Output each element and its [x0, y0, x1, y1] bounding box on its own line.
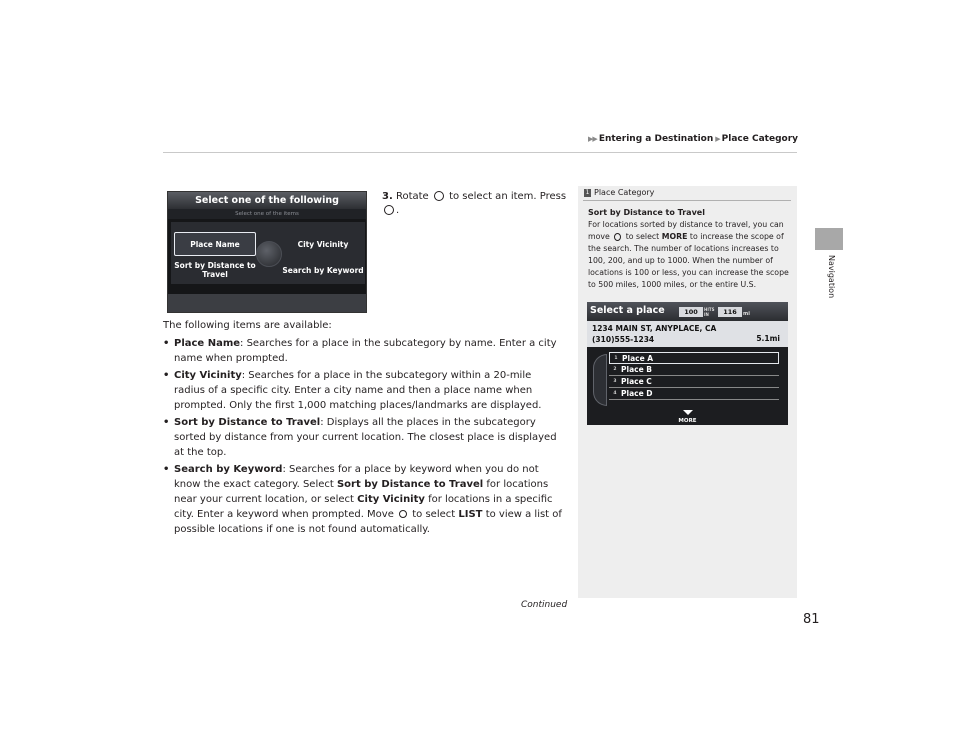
row-number: 3: [613, 379, 617, 384]
item-desc: to view a list of possible locations if one is not found automatically.: [174, 509, 562, 535]
interface-dial-press-icon: [384, 205, 394, 215]
place-address: [592, 323, 716, 345]
total-count: 116: [718, 307, 742, 317]
unit-label: mi: [743, 311, 750, 317]
more-arrow-icon: [683, 410, 693, 415]
bullet-icon: •: [163, 370, 170, 381]
list-item: [609, 364, 779, 376]
hits-count: 100: [679, 307, 703, 317]
step-text-3: .: [396, 205, 400, 216]
sort-by-distance-button: Sort by Distance to Travel: [174, 261, 256, 279]
place-label: Place A: [622, 353, 654, 363]
note-heading: Place Category: [594, 188, 655, 197]
screen-subtitle: Select one of the items: [168, 209, 366, 219]
item-term: Place Name: [174, 338, 241, 349]
row-number: 4: [613, 391, 617, 396]
place-distance: 5.1mi: [756, 334, 780, 343]
note-text: to select: [625, 232, 660, 241]
place-name-button: Place Name: [174, 232, 256, 256]
search-by-keyword-button: Search by Keyword: [282, 265, 364, 275]
item-ref: City Vicinity: [357, 494, 425, 505]
bullet-icon: •: [163, 338, 170, 349]
breadcrumb: [588, 134, 798, 144]
list-item: [609, 376, 779, 388]
item-desc: for locations near your current location, or select: [174, 479, 549, 505]
note-text: to increase the scope of the search. The number of locations increases to 100, 200, and up to 1000. When the number of locations is 100 or less, you can increase the scope to 500 miles, 1000 miles, or the entire U.S.: [588, 232, 789, 289]
screen-title: Select a place: [590, 305, 665, 316]
item-term: Sort by Distance to Travel: [174, 417, 321, 428]
more-label: MORE: [678, 418, 697, 424]
step-number: 3.: [382, 191, 393, 202]
selector-knob-icon: [256, 241, 282, 267]
item-desc: : Searches for a place in the subcategory within a 20-mile radius of a specific city. Enter a city name and then a place name when prompted. Only the first 1,000 matching places/landmarks are displayed.: [174, 370, 542, 411]
address-line: 1234 MAIN ST, ANYPLACE, CA: [592, 324, 717, 333]
breadcrumb-page: Place Category: [721, 134, 798, 144]
header-rule: [163, 152, 797, 153]
item-ref: LIST: [458, 509, 483, 520]
screen-title: Select one of the following: [168, 192, 366, 209]
list-item: [163, 462, 563, 537]
item-ref: Sort by Distance to Travel: [336, 479, 484, 490]
screenshot-select-a-place: [587, 302, 788, 425]
item-desc: for locations in a specific city. Enter a keyword when prompted. Move: [174, 494, 553, 520]
double-arrow-icon: ▶▶: [588, 135, 597, 143]
arrow-icon: ▶: [715, 135, 720, 143]
note-ref: MORE: [661, 232, 688, 241]
selector-dial-icon: [593, 354, 607, 406]
item-desc: to select: [412, 509, 456, 520]
items-description: [163, 318, 563, 539]
interface-dial-move-icon: [399, 510, 407, 518]
step-text-2: to select an item. Press: [449, 191, 567, 202]
screenshot-select-one: [167, 191, 367, 313]
note-rule: [583, 200, 791, 201]
list-item: [609, 352, 779, 364]
continued-label: Continued: [521, 600, 568, 610]
list-item: [163, 336, 563, 366]
breadcrumb-section: Entering a Destination: [598, 134, 714, 144]
place-label: Place B: [621, 365, 652, 374]
note-number: 1: [585, 188, 590, 196]
item-desc: : Searches for a place in the subcategory by name. Enter a city name when prompted.: [174, 338, 557, 364]
place-label: Place D: [621, 389, 653, 398]
interface-dial-rotate-icon: [434, 191, 444, 201]
bullet-icon: •: [163, 417, 170, 428]
section-tab: [815, 228, 843, 250]
row-number: 2: [613, 367, 617, 372]
items-intro: The following items are available:: [163, 320, 332, 331]
section-label: Navigation: [827, 255, 836, 299]
hits-label: HITS IN: [704, 307, 715, 317]
place-info: [587, 321, 788, 347]
place-list: [609, 352, 779, 400]
step-text-1: Rotate: [395, 191, 429, 202]
step-instruction: [382, 190, 572, 218]
note-header: [584, 188, 654, 197]
note-text: For locations sorted by distance to travel, you can move: [588, 220, 784, 241]
screen-bottom-bar: [168, 294, 366, 312]
page-number: 81: [803, 612, 820, 627]
list-item: [163, 415, 563, 460]
bullet-icon: •: [163, 464, 170, 475]
note-title: Sort by Distance to Travel: [588, 208, 705, 217]
item-desc: : Searches for a place by keyword when you do not know the exact category. Select: [174, 464, 539, 490]
list-item: [163, 368, 563, 413]
item-term: Search by Keyword: [174, 464, 283, 475]
list-item: [609, 388, 779, 400]
city-vicinity-button: City Vicinity: [297, 239, 349, 249]
phone-line: (310)555-1234: [592, 335, 655, 344]
item-term: City Vicinity: [174, 370, 242, 381]
place-label: Place C: [621, 377, 652, 386]
row-number: 1: [614, 355, 618, 361]
item-desc: : Displays all the places in the subcategory sorted by distance from your current location. The closest place is displayed at the top.: [174, 417, 557, 458]
interface-dial-move-icon: [614, 233, 621, 241]
note-body: [588, 219, 792, 291]
